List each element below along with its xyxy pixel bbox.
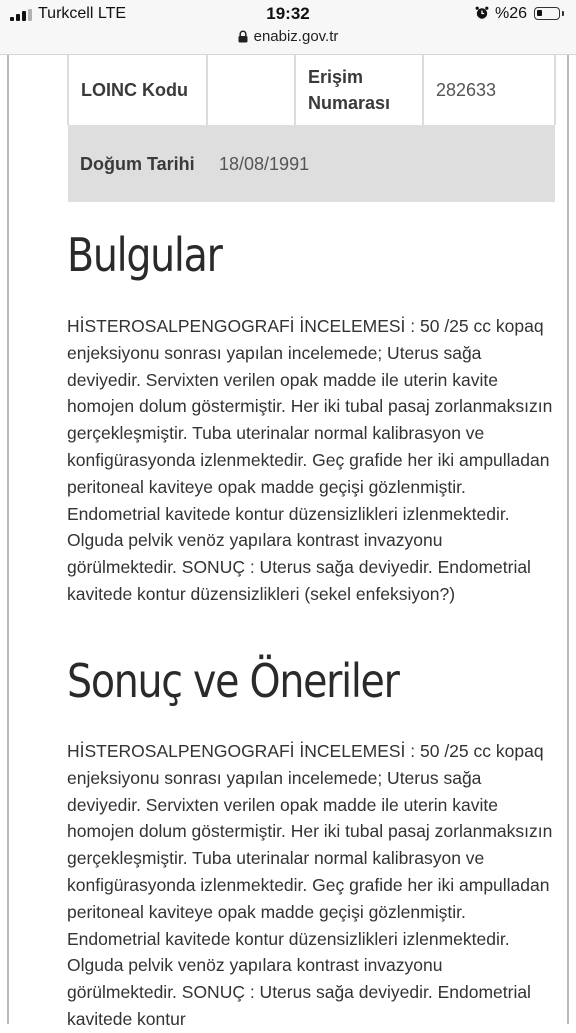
access-number-value: 282633 <box>423 55 555 125</box>
loinc-code-value <box>207 55 295 125</box>
page-border-right <box>567 55 569 1024</box>
patient-info-table <box>67 55 556 202</box>
lock-icon <box>238 30 248 43</box>
browser-top-bar <box>0 0 576 55</box>
url-text: enabiz.gov.tr <box>253 28 339 45</box>
conclusions-text: HİSTEROSALPENGOGRAFİ İNCELEMESİ : 50 /25 cc kopaq enjeksiyonu sonrası yapılan incelemede; Uterus sağa deviyedir. Servixten verilen opak madde ile uterin kavite homojen dolum göstermiştir. Her iki tubal pasaj zorlanmaksızın gerçekleşmiştir. Tuba uterinalar normal kalibrasyon ve konfigürasyonda izlenmektedir. Geç grafide her iki ampulladan peritoneal kaviteye opak madde geçişi gözlenmiştir. Endometrial kavitede kontur düzensizlikleri izlenmektedir. Olguda pelvik venöz yapılara kontrast invazyonu görülmektedir. SONUÇ : Uterus sağa deviyedir. Endometrial kavitede kontur <box>67 741 553 1029</box>
birth-date-label: Doğum Tarihi <box>68 125 207 202</box>
carrier-label: Turkcell LTE <box>38 5 127 22</box>
table-row <box>68 55 555 125</box>
birth-date-value: 18/08/1991 <box>207 125 555 202</box>
loinc-code-label: LOINC Kodu <box>68 55 207 125</box>
status-time: 19:32 <box>266 4 310 23</box>
findings-text: HİSTEROSALPENGOGRAFİ İNCELEMESİ : 50 /25 cc kopaq enjeksiyonu sonrası yapılan incelemede; Uterus sağa deviyedir. Servixten verilen opak madde ile uterin kavite homojen dolum göstermiştir. Her iki tubal pasaj zorlanmaksızın gerçekleşmiştir. Tuba uterinalar normal kalibrasyon ve konfigürasyonda izlenmektedir. Geç grafide her iki ampulladan peritoneal kaviteye opak madde geçişi gözlenmiştir. Endometrial kavitede kontur düzensizlikleri izlenmektedir. Olguda pelvik venöz yapılara kontrast invazyonu görülmektedir. SONUÇ : Uterus sağa deviyedir. Endometrial kavitede kontur düzensizlikleri (sekel enfeksiyon?) <box>67 316 553 604</box>
page-border-left <box>7 55 9 1024</box>
conclusions-heading: Sonuç ve Öneriler <box>67 654 399 708</box>
findings-heading: Bulgular <box>67 228 222 282</box>
access-number-label: Erişim Numarası <box>295 55 423 125</box>
battery-fill <box>537 10 542 16</box>
alarm-clock-icon <box>475 6 489 20</box>
table-row <box>68 125 555 202</box>
battery-percent: %26 <box>495 5 528 22</box>
address-bar[interactable] <box>0 28 576 45</box>
battery-icon <box>534 7 560 20</box>
